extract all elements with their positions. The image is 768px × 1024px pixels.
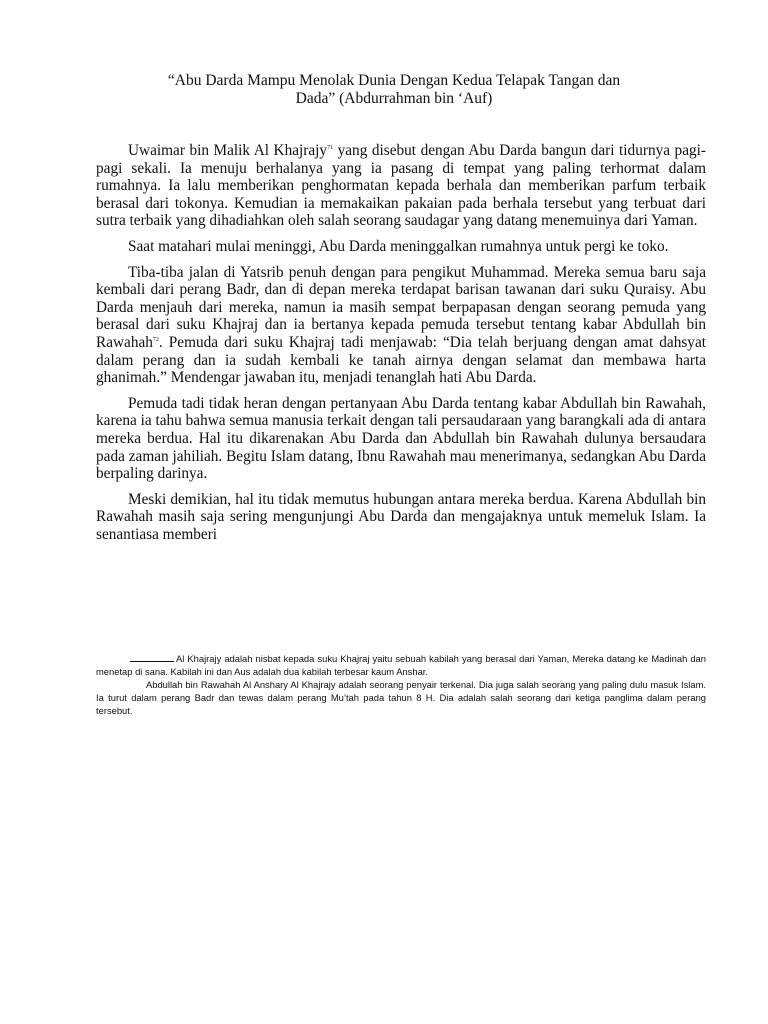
footnote-separator [130, 661, 174, 662]
paragraph-3-text-b: . Pemuda dari suku Khajraj tadi menjawab: “Dia telah berjuang dengan amat dahsyat dalam perang dan ia sudah kembali ke tanah airnya dengan selamat dan membawa harta ghanimah.” Mendengar jawaban itu, menjadi tenanglah hati Abu Darda. [96, 333, 706, 387]
chapter-title-line-1: “Abu Darda Mampu Menolak Dunia Dengan Kedua Telapak Tangan dan [167, 72, 621, 89]
body-text [96, 142, 706, 543]
footnotes [96, 652, 706, 717]
chapter-title-line-2: Dada” (Abdurrahman bin ‘Auf) [295, 90, 493, 107]
paragraph-2: Saat matahari mulai meninggi, Abu Darda meninggalkan rumahnya untuk pergi ke toko. [128, 237, 669, 255]
footnote-ref-71: 71 [327, 144, 334, 151]
paragraph-1 [96, 142, 706, 230]
paragraph-3-text-a: Tiba-tiba jalan di Yatsrib penuh dengan para pengikut Muhammad. Mereka semua baru saja kembali dari perang Badr, dan di depan mereka terdapat barisan tawanan dari suku Quraisy. Abu Darda menjauh dari mereka, namun ia masih sempat berpapasan dengan seorang pemuda yang berasal dari suku Khajraj dan ia bertanya kepada pemuda tersebut tentang kabar Abdullah bin Rawahah [96, 263, 706, 351]
paragraph-1-text-a: Uwaimar bin Malik Al Khajrajy [128, 142, 328, 159]
footnote-71 [96, 652, 706, 678]
paragraph-3 [96, 264, 706, 387]
chapter-title [96, 72, 692, 108]
footnote-71-text: Al Khajrajy adalah nisbat kepada suku Khajraj yaitu sebuah kabilah yang berasal dari Yaman, Mereka datang ke Madinah dan menetap di sana. Kabilah ini dan Aus adalah dua kabilah terbesar kaum Anshar. [96, 653, 706, 677]
paragraph-1-text-b: yang disebut dengan Abu Darda bangun dari tidurnya pagi-pagi sekali. Ia menuju berhalanya yang ia pasang di tempat yang paling terhormat dalam rumahnya. Ia lalu memberikan penghormatan kepada berhala dan memberikan parfum terbaik berasal dari tokonya. Kemudian ia memakaikan pakaian pada berhala tersebut yang terbuat dari sutra terbaik yang dihadiahkan oleh salah seorang saudagar yang datang menemuinya dari Yaman. [96, 142, 706, 230]
paragraph-5: Meski demikian, hal itu tidak memutus hubungan antara mereka berdua. Karena Abdullah bin Rawahah masih saja sering mengunjungi Abu Darda dan mengajaknya untuk memeluk Islam. Ia senantiasa memberi [96, 490, 706, 543]
paragraph-4: Pemuda tadi tidak heran dengan pertanyaan Abu Darda tentang kabar Abdullah bin Rawahah, karena ia tahu bahwa semua manusia terkait dengan tali persaudaraan yang barangkali ada di antara mereka berdua. Hal itu dikarenakan Abu Darda dan Abdullah bin Rawahah dulunya bersaudara pada zaman jahiliah. Begitu Islam datang, Ibnu Rawahah mau menerimanya, sedangkan Abu Darda berpaling darinya. [96, 394, 706, 483]
footnote-72: Abdullah bin Rawahah Al Anshary Al Khajrajy adalah seorang penyair terkenal. Dia juga salah seorang yang paling dulu masuk Islam. Ia turut dalam perang Badr dan tewas dalam perang Mu’tah pada tahun 8 H. Dia adalah salah seorang dari ketiga panglima dalam perang tersebut. [96, 679, 706, 716]
footnote-ref-72: 72 [152, 336, 159, 343]
